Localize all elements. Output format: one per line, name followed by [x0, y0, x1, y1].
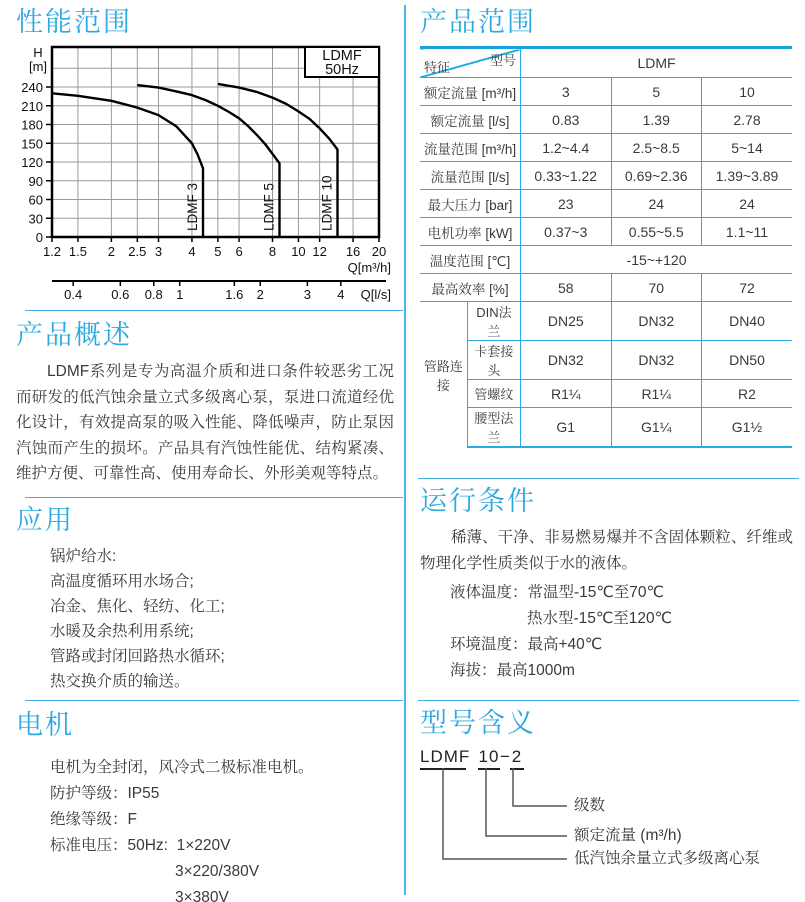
row-label: 最高效率 [%] — [420, 274, 521, 302]
table-row — [420, 408, 792, 448]
row-label: 电机功率 [kW] — [420, 218, 521, 246]
operating-conditions-intro: 稀薄、干净、非易燃易爆并不含固体颗粒、纤维或物理化学性质类似于水的液体。 — [420, 529, 793, 572]
svg-text:0.8: 0.8 — [144, 287, 163, 302]
section-heading-applications: 应用 — [16, 504, 74, 535]
svg-text:20: 20 — [371, 244, 387, 259]
svg-text:2.5: 2.5 — [128, 244, 147, 259]
svg-text:Q[m³/h]: Q[m³/h] — [347, 260, 391, 275]
section-divider — [25, 497, 403, 498]
svg-text:10: 10 — [291, 244, 306, 259]
section-divider — [418, 700, 799, 701]
corner-label-model: 型号 — [490, 53, 517, 68]
row-value: 5 — [611, 78, 701, 106]
svg-text:3: 3 — [154, 244, 163, 259]
row-value: DN25 — [521, 302, 611, 341]
spec-line: 防护等级：IP55 — [50, 784, 160, 802]
row-value: 70 — [611, 274, 701, 302]
application-item: 水暖及余热利用系统; — [50, 622, 194, 640]
row-label: 流量范围 [l/s] — [420, 162, 521, 190]
table-row — [420, 246, 792, 274]
row-value: 2.5~8.5 — [611, 134, 701, 162]
svg-text:[m]: [m] — [28, 59, 48, 74]
table-row — [420, 341, 792, 380]
table-row — [420, 106, 792, 134]
section-heading-product-overview: 产品概述 — [16, 320, 132, 350]
svg-text:150: 150 — [21, 136, 43, 152]
spec-line: 液体温度：常温型-15℃至70℃ — [450, 584, 664, 601]
svg-text:Q[l/s]: Q[l/s] — [360, 287, 391, 302]
section-heading-model-designation: 型号含义 — [420, 708, 536, 738]
svg-text:12: 12 — [312, 244, 327, 259]
row-value: G1½ — [701, 408, 792, 448]
section-heading-performance-range: 性能范围 — [16, 7, 132, 37]
table-row — [420, 190, 792, 218]
product-range-table — [420, 46, 792, 448]
svg-text:0.4: 0.4 — [64, 287, 83, 302]
table-row — [420, 78, 792, 106]
svg-text:8: 8 — [268, 244, 277, 259]
row-value: 23 — [521, 190, 611, 218]
svg-text:210: 210 — [21, 98, 43, 114]
row-value: 24 — [611, 190, 701, 218]
row-value: G1 — [521, 408, 611, 448]
sub-row-label: 腰型法兰 — [467, 408, 520, 448]
application-item: 高温度循环用水场合; — [50, 572, 194, 590]
svg-text:LDMF: LDMF — [322, 48, 362, 64]
svg-text:0.6: 0.6 — [111, 287, 130, 302]
svg-text:1.6: 1.6 — [225, 287, 244, 302]
spec-line: 3×380V — [175, 888, 229, 902]
spec-line: 热水型-15℃至120℃ — [527, 610, 673, 627]
product-overview-paragraph: LDMF系列是专为高温介质和进口条件较恶劣工况而研发的低汽蚀余量立式多级离心泵，泵进口流道经优化设计，有效提高泵的吸入性能、降低噪声，防止泵因汽蚀而产生的损坏。产品具有汽蚀性能优、结构紧凑、维护方便、可靠性高、使用寿命长、外形美观等特点。 — [16, 363, 394, 482]
table-series-header: LDMF — [521, 48, 792, 78]
corner-label-feature: 特征 — [424, 60, 451, 75]
model-code — [420, 747, 524, 770]
svg-text:1.5: 1.5 — [68, 244, 87, 259]
section-heading-operating-conditions: 运行条件 — [420, 486, 536, 516]
application-item: 冶金、焦化、轻纺、化工; — [50, 597, 225, 615]
row-value: 0.83 — [521, 106, 611, 134]
svg-text:2: 2 — [107, 244, 115, 259]
row-label: 流量范围 [m³/h] — [420, 134, 521, 162]
row-label: 额定流量 [l/s] — [420, 106, 521, 134]
application-item: 热交换介质的输送。 — [50, 672, 190, 690]
sub-row-label: DIN法兰 — [467, 302, 520, 341]
spec-line: 绝缘等级：F — [50, 810, 137, 828]
table-row — [420, 134, 792, 162]
svg-text:30: 30 — [28, 211, 43, 227]
sub-row-label: 卡套接头 — [467, 341, 520, 380]
spec-line: 电机为全封闭，风冷式二极标准电机。 — [50, 758, 314, 776]
table-header-row — [420, 48, 792, 78]
row-value: R1¼ — [611, 380, 701, 408]
model-code-series: LDMF — [420, 747, 466, 770]
row-value: R1¼ — [521, 380, 611, 408]
svg-text:LDMF 10: LDMF 10 — [319, 175, 335, 231]
table-row — [420, 162, 792, 190]
row-value: DN50 — [701, 341, 792, 380]
svg-text:16: 16 — [345, 244, 361, 259]
row-value: 1.1~11 — [701, 218, 792, 246]
svg-text:1.2: 1.2 — [42, 244, 62, 259]
row-label: 额定流量 [m³/h] — [420, 78, 521, 106]
svg-text:1: 1 — [176, 287, 184, 302]
section-divider — [25, 310, 403, 311]
section-divider — [25, 700, 403, 701]
performance-chart-svg — [6, 40, 402, 302]
model-code-stages: 2 — [510, 747, 524, 770]
table-row — [420, 274, 792, 302]
table-corner-cell — [420, 48, 521, 78]
svg-text:2: 2 — [256, 287, 264, 302]
row-value: 58 — [521, 274, 611, 302]
motor-spec-block — [50, 755, 404, 902]
applications-list — [50, 544, 404, 694]
row-value: 10 — [701, 78, 792, 106]
model-label-stages: 级数 — [574, 797, 606, 814]
row-value-merged: -15~+120 — [521, 246, 792, 274]
row-value: DN32 — [611, 302, 701, 341]
svg-text:5: 5 — [214, 244, 222, 259]
svg-text:3: 3 — [303, 287, 311, 302]
model-label-pump-type: 低汽蚀余量立式多级离心泵 — [574, 850, 761, 867]
row-value: 0.55~5.5 — [611, 218, 701, 246]
section-heading-product-range: 产品范围 — [420, 7, 536, 37]
spec-line: 3×220/380V — [175, 862, 260, 880]
row-value: 72 — [701, 274, 792, 302]
operating-conditions-list — [420, 580, 805, 684]
row-value: G1¼ — [611, 408, 701, 448]
row-value: DN32 — [611, 341, 701, 380]
svg-text:4: 4 — [337, 287, 345, 302]
svg-text:4: 4 — [188, 244, 196, 259]
section-heading-motor: 电机 — [16, 709, 74, 740]
section-divider — [418, 478, 799, 479]
svg-text:0: 0 — [35, 230, 43, 245]
svg-text:240: 240 — [21, 80, 43, 95]
row-value: R2 — [701, 380, 792, 408]
row-label: 温度范围 [℃] — [420, 246, 521, 274]
svg-text:60: 60 — [28, 192, 43, 208]
right-column — [406, 0, 805, 877]
row-value: 1.2~4.4 — [521, 134, 611, 162]
row-value: 0.69~2.36 — [611, 162, 701, 190]
application-item: 管路或封闭回路热水循环; — [50, 647, 225, 665]
svg-text:LDMF 5: LDMF 5 — [261, 182, 277, 231]
table-row — [420, 218, 792, 246]
group-label: 管路连接 — [420, 302, 467, 448]
model-label-flow: 额定流量 (m³/h) — [574, 827, 682, 844]
row-value: 0.37~3 — [521, 218, 611, 246]
performance-chart — [6, 40, 404, 307]
svg-text:H: H — [33, 45, 43, 60]
model-code-diagram — [420, 747, 805, 877]
svg-text:90: 90 — [28, 173, 43, 189]
svg-text:50Hz: 50Hz — [325, 62, 359, 78]
sub-row-label: 管螺纹 — [467, 380, 520, 408]
spec-line: 环境温度：最高+40℃ — [450, 636, 603, 653]
row-value: 3 — [521, 78, 611, 106]
model-code-separator: − — [500, 747, 511, 766]
spec-line: 海拔：最高1000m — [450, 662, 575, 679]
row-value: DN32 — [521, 341, 611, 380]
svg-text:120: 120 — [21, 155, 43, 170]
row-value: 24 — [701, 190, 792, 218]
row-value: 1.39~3.89 — [701, 162, 792, 190]
application-item: 锅炉给水: — [50, 547, 117, 565]
row-label: 最大压力 [bar] — [420, 190, 521, 218]
row-value: 2.78 — [701, 106, 792, 134]
row-value: DN40 — [701, 302, 792, 341]
svg-text:180: 180 — [21, 117, 43, 133]
model-code-flow: 10 — [478, 747, 500, 770]
table-row — [420, 380, 792, 408]
row-value: 0.33~1.22 — [521, 162, 611, 190]
row-value: 5~14 — [701, 134, 792, 162]
row-value: 1.39 — [611, 106, 701, 134]
table-row — [420, 302, 792, 341]
svg-text:LDMF 3: LDMF 3 — [185, 182, 201, 231]
svg-text:6: 6 — [235, 244, 243, 259]
spec-line: 标准电压：50Hz: 1×220V — [50, 836, 231, 854]
